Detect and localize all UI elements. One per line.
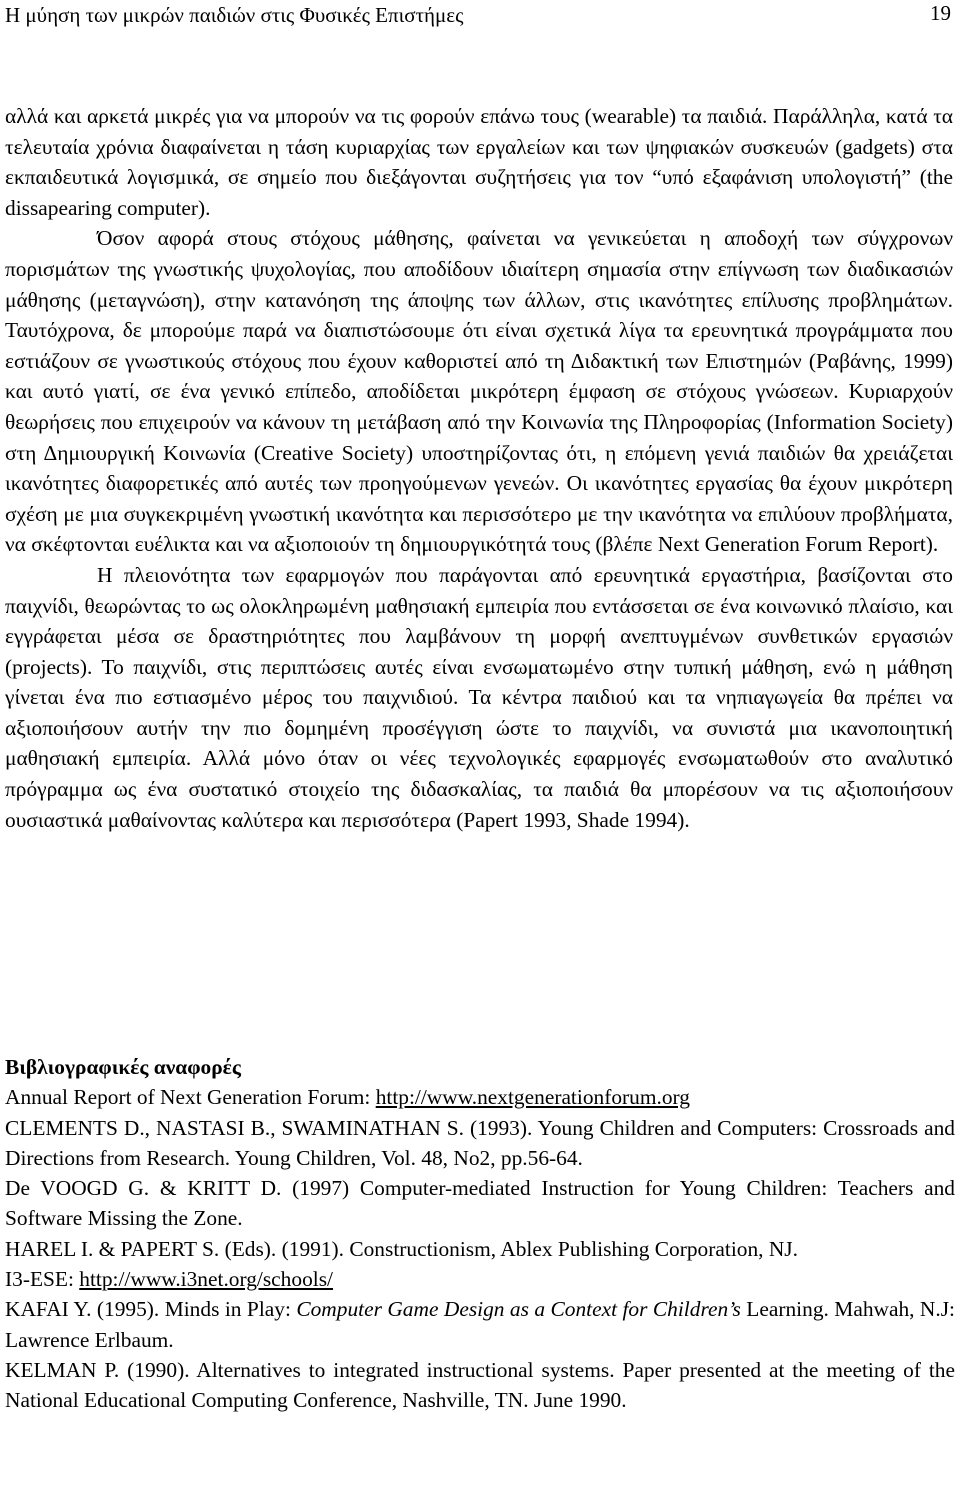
body-text xyxy=(5,101,953,835)
paragraph-play-applications: Η πλειονότητα των εφαρμογών που παράγονται από ερευνητικά εργαστήρια, βασίζονται στο παιχνίδι, θεωρώντας το ως ολοκληρωμένη μαθησιακή εμπειρία που εντάσσεται σε ένα κοινωνικό πλαίσιο, και εγγράφεται μέσα σε δραστηριότητες που λαμβάνουν τη μορφή ανεπτυγμένων συνθετικών εργασιών (projects). Το παιχνίδι, στις περιπτώσεις αυτές είναι ενσωματωμένο στην τυπική μάθηση, ενώ η μάθηση γίνεται ένα πιο εστιασμένο μέρος του παιχνιδιού. Τα κέντρα παιδιού και τα νηπιαγωγεία θα πρέπει να αξιοποιήσουν αυτήν την πιο δομημένη προσέγγιση ώστε το παιχνίδι, να συνιστά μια ικανοποιητική μαθησιακή εμπειρία. Αλλά μόνο όταν οι νέες τεχνολογικές εφαρμογές ενσωματωθούν στο αναλυτικό πρόγραμμα ως ένα συστατικό στοιχείο της διδασκαλίας, τα παιδιά θα μπορέσουν να τις αξιοποιήσουν ουσιαστικά μαθαίνοντας καλύτερα και περισσότερα (Papert 1993, Shade 1994). xyxy=(5,562,953,832)
references-heading: Βιβλιογραφικές αναφορές xyxy=(5,1055,241,1079)
reference-item xyxy=(5,1082,955,1112)
reference-text: KAFAI Y. (1995). Minds in Play: xyxy=(5,1297,297,1322)
reference-text: Annual Report of Next Generation Forum: xyxy=(5,1085,376,1110)
reference-item xyxy=(5,1294,955,1355)
reference-item: KELMAN P. (1990). Alternatives to integrated instructional systems. Paper presented at the meeting of the National Educational Computing Conference, Nashville, TN. June 1990. xyxy=(5,1357,955,1413)
reference-text: Learning. Mahwah, N.J: Lawrence Erlbaum. xyxy=(5,1297,955,1352)
page-number: 19 xyxy=(930,1,951,25)
reference-link[interactable]: http://www.i3net.org/schools/ xyxy=(79,1267,333,1292)
reference-text: I3-ESE: xyxy=(5,1267,80,1292)
reference-item: CLEMENTS D., NASTASI B., SWAMINATHAN S. (1993). Young Children and Computers: Crossroads and Directions from Research. Young Children, Vol. 48, No2, pp.56-64. xyxy=(5,1115,955,1170)
running-title: Η μύηση των μικρών παιδιών στις Φυσικές Επιστήμες xyxy=(5,3,464,27)
reference-link[interactable]: http://www.nextgenerationforum.org xyxy=(375,1085,690,1110)
page-header xyxy=(5,2,953,32)
paragraph-learning-goals: Όσον αφορά στους στόχους μάθησης, φαίνεται να γενικεύεται η αποδοχή των σύγχρονων πορισμάτων της γνωστικής ψυχολογίας, που αποδίδουν ιδιαίτερη σημασία στην επίγνωση των διαδικασιών μάθησης (μεταγνώση), στην κατανόηση της άποψης των άλλων, στις ικανότητες επίλυσης προβλημάτων. Ταυτόχρονα, δε μπορούμε παρά να διαπιστώσουμε ότι είναι σχετικά λίγα τα ερευνητικά προγράμματα που εστιάζουν σε γνωστικούς στόχους που έχουν καθοριστεί από τη Διδακτική των Επιστημών (Ραβάνης, 1999) και αυτό γιατί, σε ένα γενικό επίπεδο, αποδίδεται μικρότερη έμφαση σε στόχους γνώσεων. Κυριαρχούν θεωρήσεις που επιχειρούν να κάνουν τη μετάβαση από την Κοινωνία της Πληροφορίας (Information Society) στη Δημιουργική Κοινωνία (Creative Society) υποστηρίζοντας ότι, η επόμενη γενιά παιδιών θα χρειάζεται ικανότητες διαφορετικές από αυτές των προηγούμενων γενεών. Οι ικανότητες εργασίας θα έχουν μικρότερη σχέση με μια συγκεκριμένη γνωστική ικανότητα και περισσότερο με την ικανότητα να επιλύουν προβλήματα, να σκέφτονται ευέλικτα και να αξιοποιούν τη δημιουργικότητά τους (βλέπε Next Generation Forum Report). xyxy=(5,226,953,557)
reference-item xyxy=(5,1264,955,1294)
references-section xyxy=(5,1052,955,1416)
reference-item: HAREL I. & PAPERT S. (Eds). (1991). Constructionism, Ablex Publishing Corporation, NJ. xyxy=(5,1236,798,1261)
reference-item: De VOOGD G. & KRITT D. (1997) Computer-mediated Instruction for Young Children: Teachers and Software Missing the Zone. xyxy=(5,1176,955,1231)
paragraph-continuation: αλλά και αρκετά μικρές για να μπορούν να τις φορούν επάνω τους (wearable) τα παιδιά. Παράλληλα, κατά τα τελευταία χρόνια διαφαίνεται η τάση κυριαρχίας των εργαλείων και των ψηφιακών συσκευών (gadgets) στα εκπαιδευτικά λογισμικά, σε σημείο που διεξάγονται συζητήσεις για τον “υπό εξαφάνιση υπολογιστή” (the dissapearing computer). xyxy=(5,104,953,220)
reference-title-italic: Computer Game Design as a Context for Children’s xyxy=(296,1297,741,1322)
